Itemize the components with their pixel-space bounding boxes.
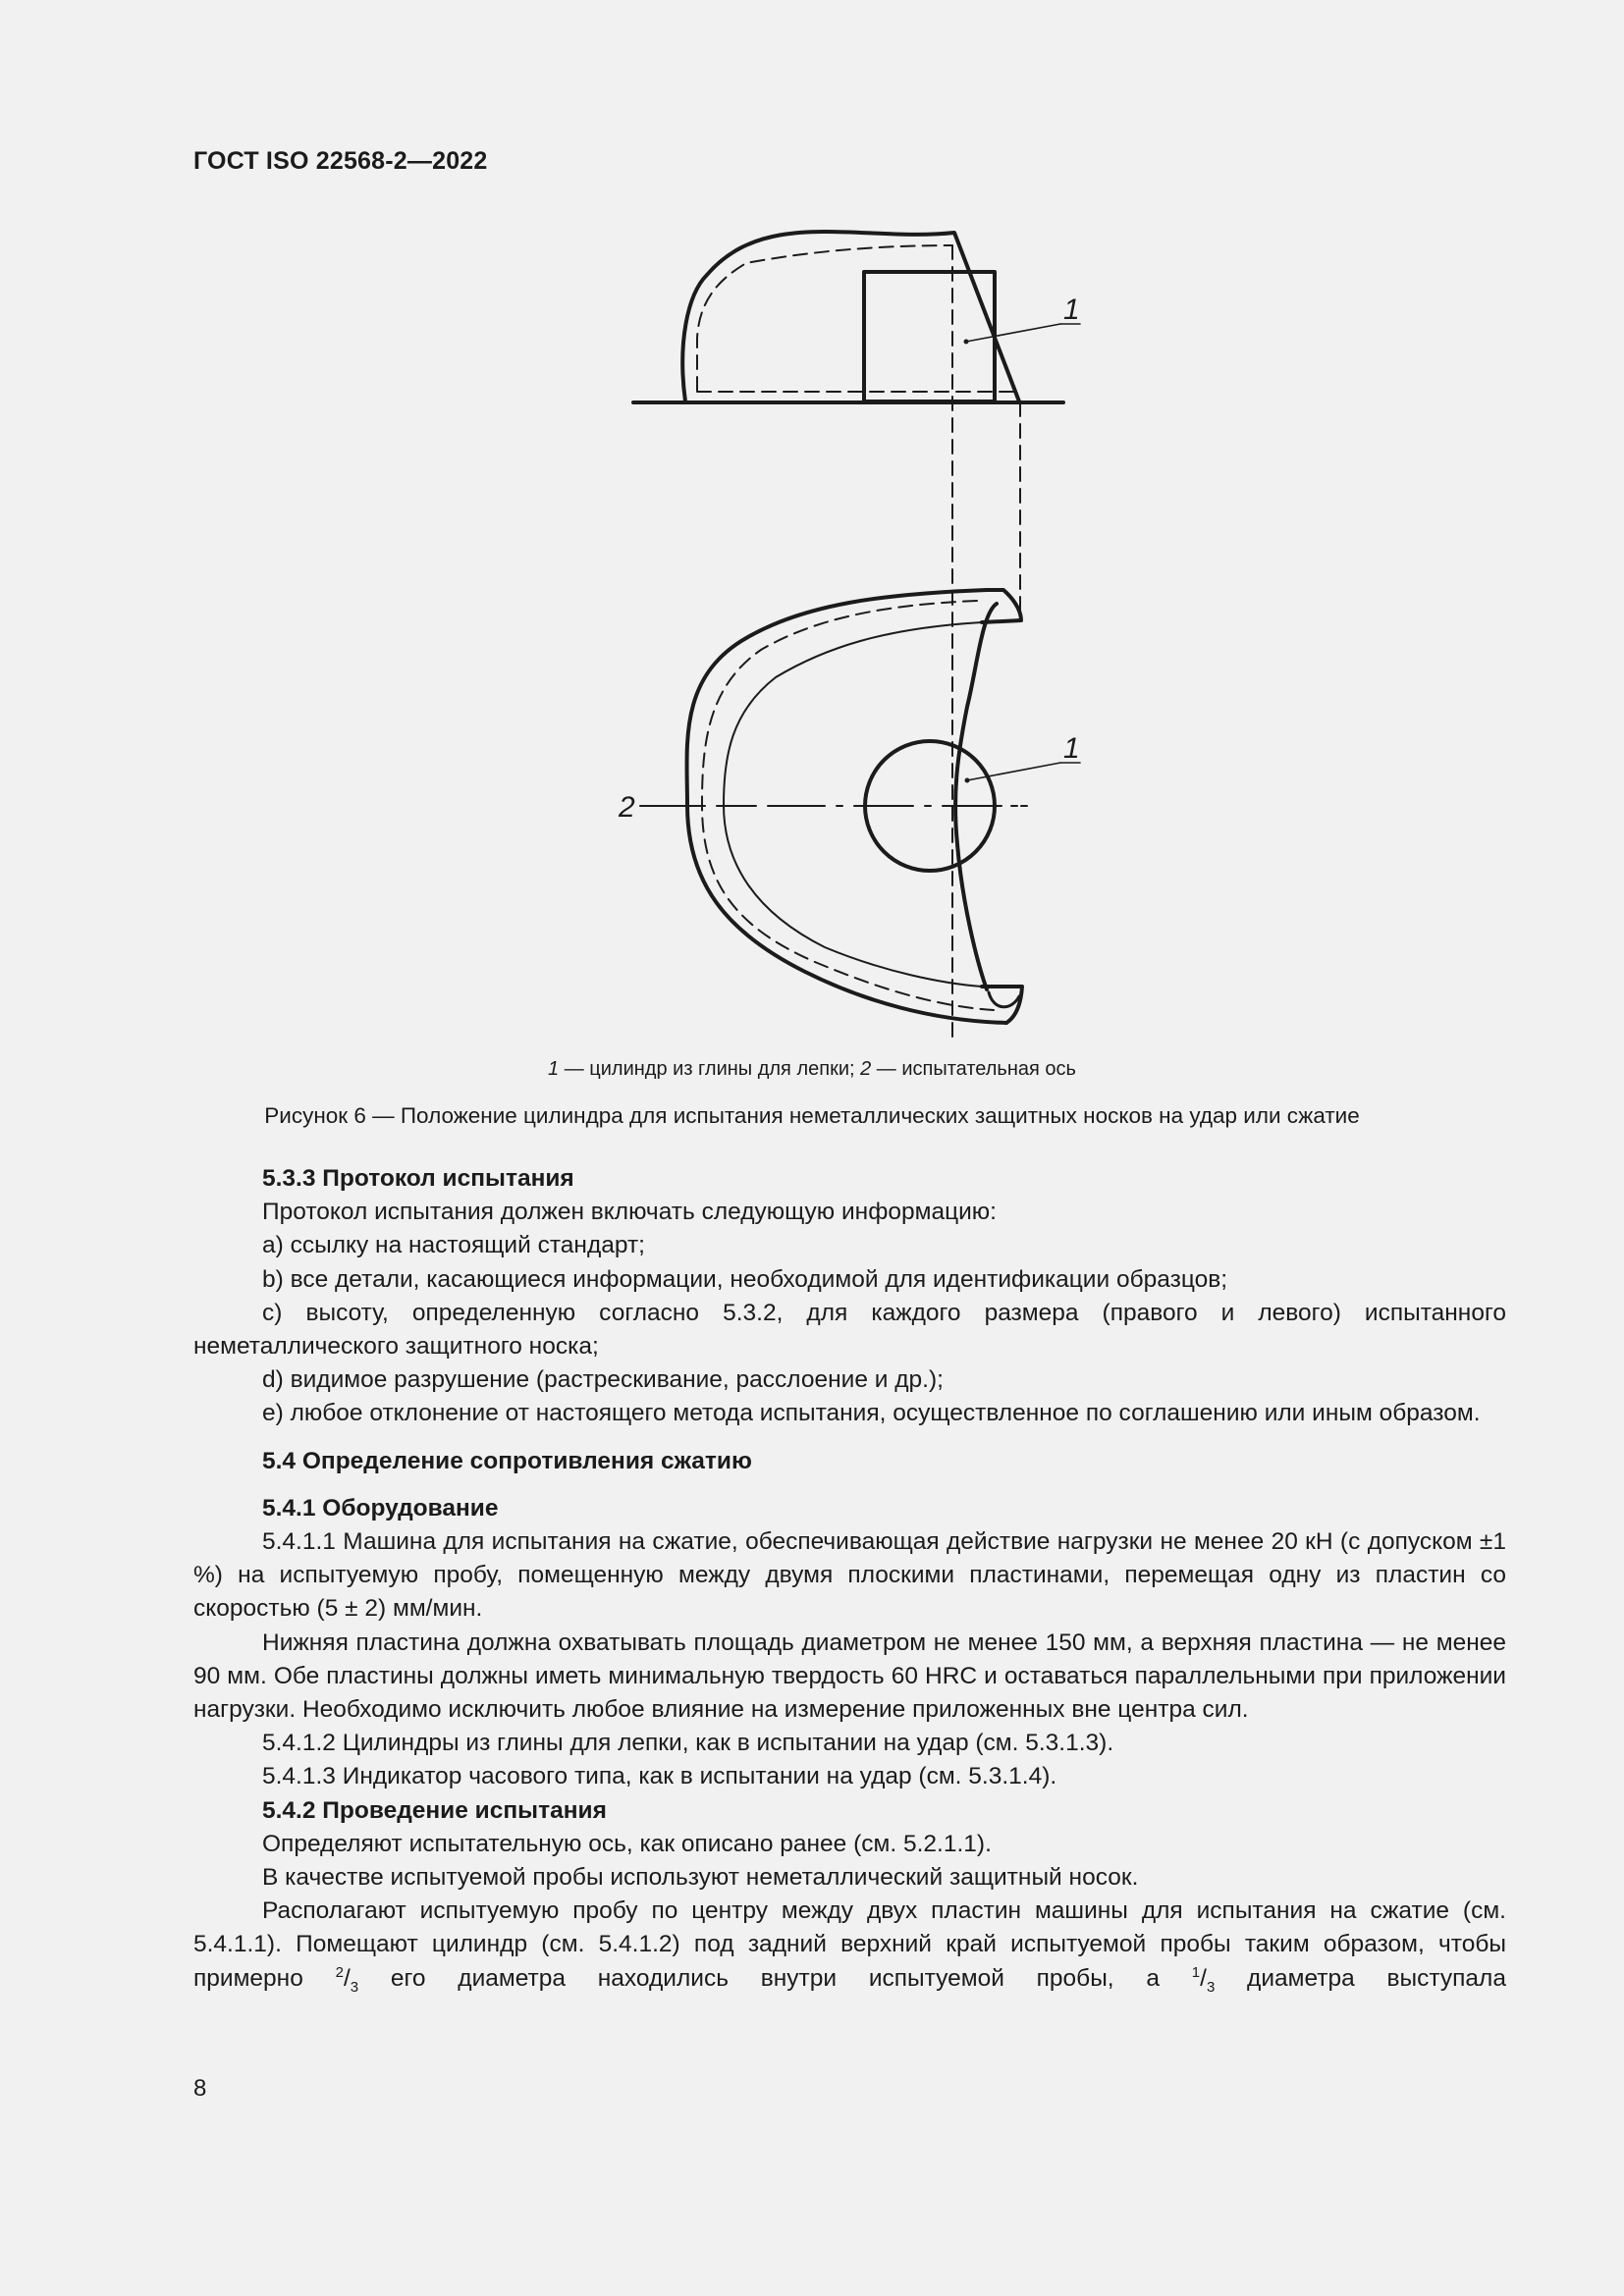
text-run: Располагают испытуемую пробу по центру между двух пластин машины для испытания на сжатие (см. 5.4.1.1). Помещают цилиндр (см. 5.4.1.2) под задний верхний край испытуемой пробы таким образом, чтобы примерно bbox=[193, 1897, 1506, 1992]
list-item-b: b) все детали, касающиеся информации, необходимой для идентификации образцов; bbox=[262, 1265, 1228, 1293]
paragraph: Располагают испытуемую пробу по центру между двух пластин машины для испытания на сжатие (см. 5.4.1.1). Помещают цилиндр (см. 5.4.1.2) под задний верхний край испытуемой пробы таким образом, чтобы примерно $^2/_3$ его диаметра находились внутри испытуемой пробы, а $^1/_3$ диаметра выступала bbox=[193, 1897, 1506, 1996]
paragraph-5-4-1-2: 5.4.1.2 Цилиндры из глины для лепки, как в испытании на удар (см. 5.3.1.3). bbox=[262, 1730, 1114, 1757]
toecap-side-outer bbox=[682, 232, 1019, 401]
page-number: 8 bbox=[193, 2075, 207, 2102]
toecap-side-inner bbox=[697, 245, 952, 391]
document-body bbox=[193, 1162, 1506, 1996]
fraction-denominator: 3 bbox=[350, 1978, 359, 1996]
paragraph-5-4-1-1: 5.4.1.1 Машина для испытания на сжатие, обеспечивающая действие нагрузки не менее 20 кН (с допуском ±1 %) на испытуемую пробу, помещенную между двумя плоскими пластинами, перемещая одну из пластин со скоростью (5 ± 2) мм/мин. bbox=[193, 1528, 1506, 1623]
list-item-e: e) любое отклонение от настоящего метода испытания, осуществленное по соглашению или иным образом. bbox=[262, 1400, 1481, 1427]
legend-text-1: — цилиндр из глины для лепки; bbox=[559, 1058, 861, 1080]
legend-number-1: 1 bbox=[548, 1058, 560, 1080]
heading-5-4: 5.4 Определение сопротивления сжатию bbox=[262, 1447, 752, 1474]
text-run: диаметра выступала bbox=[1215, 1964, 1506, 1992]
heading-5-4-2: 5.4.2 Проведение испытания bbox=[262, 1796, 607, 1824]
callout-2: 2 bbox=[619, 791, 635, 824]
paragraph: Определяют испытательную ось, как описано ранее (см. 5.2.1.1). bbox=[262, 1830, 992, 1857]
paragraph: В качестве испытуемой пробы используют неметаллический защитный носок. bbox=[262, 1864, 1139, 1892]
fraction-numerator: 2 bbox=[335, 1963, 344, 1981]
fraction-denominator: 3 bbox=[1206, 1978, 1216, 1996]
paragraph: Протокол испытания должен включать следующую информацию: bbox=[262, 1199, 997, 1226]
legend-number-2: 2 bbox=[860, 1058, 872, 1080]
callout-1-bottom: 1 bbox=[1063, 732, 1080, 765]
paragraph-5-4-1-3: 5.4.1.3 Индикатор часового типа, как в испытании на удар (см. 5.3.1.4). bbox=[262, 1763, 1057, 1790]
fraction-numerator: 1 bbox=[1191, 1963, 1201, 1981]
figure-caption: Рисунок 6 — Положение цилиндра для испытания неметаллических защитных носков на удар или сжатие bbox=[264, 1103, 1360, 1128]
figure-6-drawing bbox=[0, 0, 1624, 1041]
legend-text-2: — испытательная ось bbox=[871, 1058, 1076, 1080]
document-header: ГОСТ ISO 22568-2—2022 bbox=[193, 147, 488, 175]
list-item-c: c) высоту, определенную согласно 5.3.2, для каждого размера (правого и левого) испытанного неметаллического защитного носка; bbox=[193, 1299, 1506, 1361]
text-run: его диаметра находились внутри испытуемой пробы, а bbox=[358, 1964, 1192, 1992]
heading-5-3-3: 5.3.3 Протокол испытания bbox=[262, 1165, 574, 1192]
paragraph: Нижняя пластина должна охватывать площадь диаметром не менее 150 мм, а верхняя пластина — не менее 90 мм. Обе пластины должны иметь минимальную твердость 60 HRC и оставаться параллельными при приложении нагрузки. Необходимо исключить любое влияние на измерение приложенных вне центра сил. bbox=[193, 1629, 1506, 1724]
heading-5-4-1: 5.4.1 Оборудование bbox=[262, 1494, 499, 1522]
callout-1-top: 1 bbox=[1063, 294, 1080, 326]
list-item-a: a) ссылку на настоящий стандарт; bbox=[262, 1232, 645, 1259]
list-item-d: d) видимое разрушение (растрескивание, расслоение и др.); bbox=[262, 1366, 944, 1394]
figure-legend bbox=[0, 1058, 1624, 1081]
